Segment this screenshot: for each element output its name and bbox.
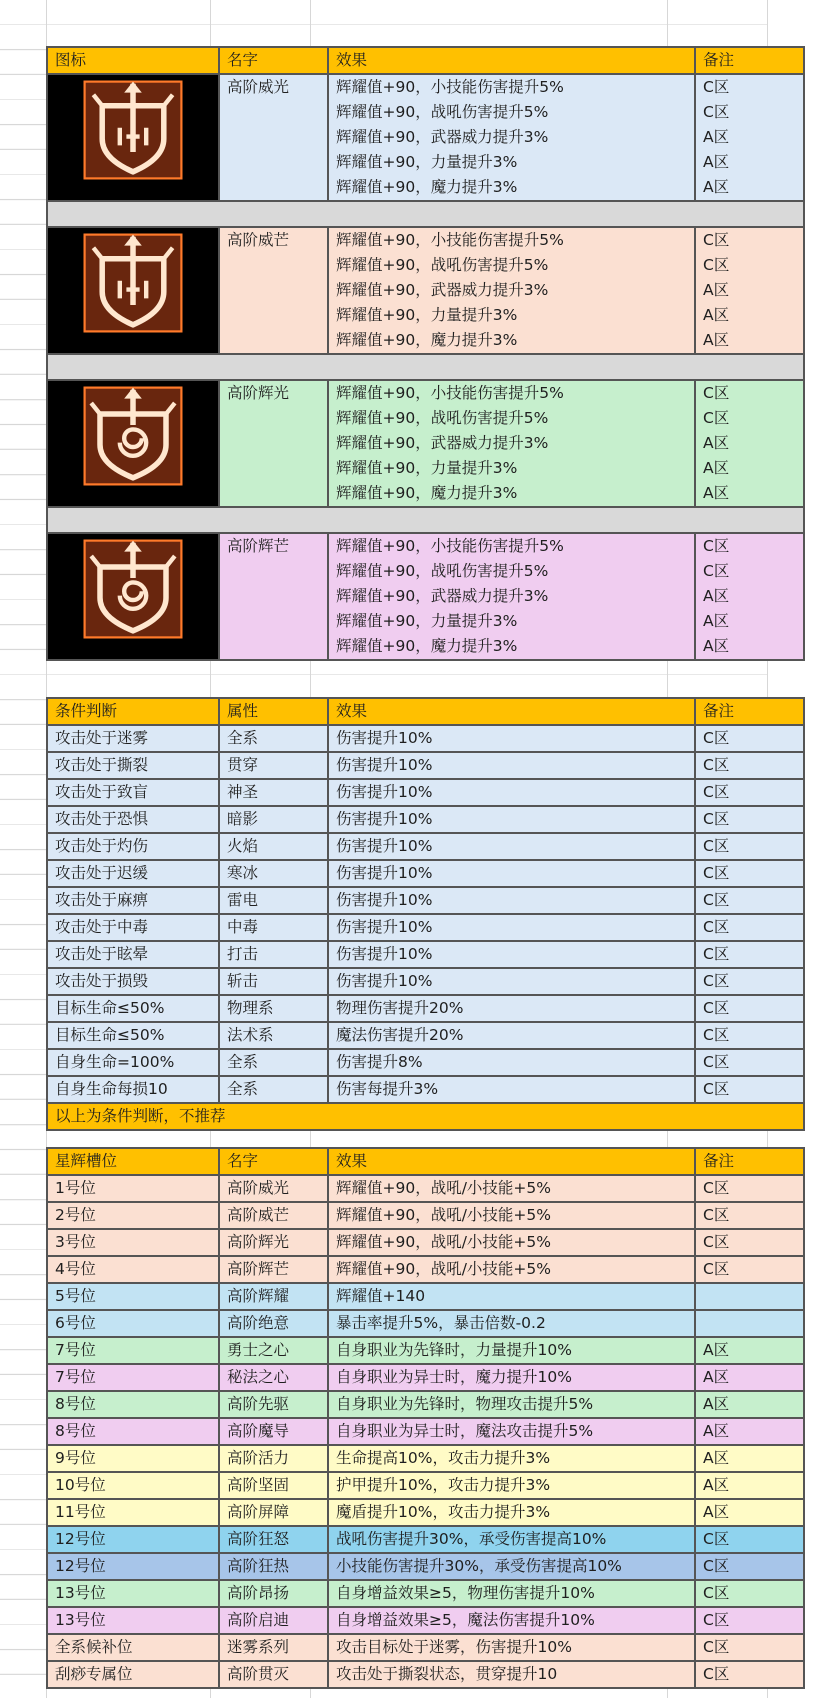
note-line: A区 [703,484,730,502]
condition-cell[interactable]: 目标生命≤50% [47,995,219,1022]
effect-line: 辉耀值+90，战吼伤害提升5% [336,562,549,580]
note-cell[interactable]: C区 [695,752,804,779]
condition-cell[interactable]: 攻击处于迷雾 [47,725,219,752]
note-cell[interactable]: C区 [695,1049,804,1076]
slot-table [46,1147,805,1689]
name-cell[interactable]: 高阶威光 [219,1175,328,1202]
name-cell[interactable]: 高阶辉耀 [219,1283,328,1310]
note-line: C区 [703,384,730,402]
note-cell[interactable]: C区 [695,1634,804,1661]
note-line: A区 [703,331,730,349]
attribute-cell[interactable]: 物理系 [219,995,328,1022]
effect-cell[interactable]: 魔法伤害提升20% [328,1022,695,1049]
attribute-cell[interactable]: 打击 [219,941,328,968]
name-cell[interactable]: 高阶狂热 [219,1553,328,1580]
attribute-cell[interactable]: 全系 [219,1076,328,1103]
condition-cell[interactable]: 攻击处于迟缓 [47,860,219,887]
separator-row [47,507,804,533]
name-cell[interactable]: 高阶辉芒 [219,1256,328,1283]
header-cell[interactable]: 图标 [47,47,219,74]
note-cell[interactable]: C区 [695,914,804,941]
effect-line: 辉耀值+90，魔力提升3% [336,178,518,196]
note-cell[interactable]: C区 [695,725,804,752]
attribute-cell[interactable]: 暗影 [219,806,328,833]
slot-cell[interactable]: 10号位 [47,1472,219,1499]
effect-cell[interactable]: 自身增益效果≥5，物理伤害提升10% [328,1580,695,1607]
effect-line: 辉耀值+90，小技能伤害提升5% [336,384,564,402]
effect-cell[interactable]: 魔盾提升10%，攻击力提升3% [328,1499,695,1526]
note-line: C区 [703,537,730,555]
table-row [47,860,804,887]
separator-cell[interactable] [47,507,804,533]
effect-cell[interactable]: 伤害提升10% [328,914,695,941]
slot-cell[interactable]: 9号位 [47,1445,219,1472]
slot-cell[interactable]: 3号位 [47,1229,219,1256]
note-cell[interactable]: C区 [695,1256,804,1283]
effect-cell[interactable]: 攻击目标处于迷雾，伤害提升10% [328,1634,695,1661]
note-cell[interactable]: A区 [695,1337,804,1364]
note-cell[interactable]: A区 [695,1499,804,1526]
table-row [47,1256,804,1283]
condition-cell[interactable]: 自身生命=100% [47,1049,219,1076]
effect-cell[interactable]: 自身增益效果≥5，魔法伤害提升10% [328,1607,695,1634]
note-cell[interactable]: C区 [695,860,804,887]
slot-cell[interactable]: 6号位 [47,1310,219,1337]
slot-cell[interactable]: 8号位 [47,1418,219,1445]
table-row [47,968,804,995]
effect-line: 辉耀值+90，战吼伤害提升5% [336,256,549,274]
note-cell[interactable]: C区 [695,779,804,806]
effect-list[interactable] [328,380,695,507]
table-row [47,1283,804,1310]
note-cell[interactable]: C区 [695,968,804,995]
table-row [47,1580,804,1607]
note-cell[interactable]: C区 [695,1022,804,1049]
note-list[interactable] [695,533,804,660]
note-cell[interactable]: A区 [695,1418,804,1445]
effect-list[interactable] [328,227,695,354]
effect-cell[interactable]: 攻击处于撕裂状态，贯穿提升10 [328,1661,695,1688]
note-cell[interactable]: C区 [695,941,804,968]
table-row [47,1310,804,1337]
condition-cell[interactable]: 攻击处于灼伤 [47,833,219,860]
effect-line: 辉耀值+90，武器威力提升3% [336,587,549,605]
attribute-cell[interactable]: 寒冰 [219,860,328,887]
table-row [47,914,804,941]
table-row [47,1175,804,1202]
separator-row [47,201,804,227]
name-cell[interactable]: 高阶昂扬 [219,1580,328,1607]
note-cell[interactable]: C区 [695,887,804,914]
table-row [47,1337,804,1364]
note-line: C区 [703,562,730,580]
glyph-name[interactable]: 高阶辉光 [219,380,328,507]
icon-cell[interactable] [47,74,219,201]
attribute-cell[interactable]: 火焰 [219,833,328,860]
table-row [47,1634,804,1661]
note-cell[interactable]: C区 [695,1202,804,1229]
note-cell[interactable]: A区 [695,1391,804,1418]
note-cell[interactable]: A区 [695,1445,804,1472]
note-cell[interactable]: C区 [695,833,804,860]
note-cell[interactable]: C区 [695,1229,804,1256]
radiant-shield-spiral-icon [78,381,188,491]
glyph-name[interactable]: 高阶威芒 [219,227,328,354]
slot-cell[interactable]: 4号位 [47,1256,219,1283]
effect-line: 辉耀值+90，魔力提升3% [336,484,518,502]
slot-cell[interactable]: 13号位 [47,1607,219,1634]
name-cell[interactable]: 高阶辉光 [219,1229,328,1256]
icon-cell[interactable] [47,227,219,354]
table-row [47,887,804,914]
header-cell[interactable]: 备注 [695,698,804,725]
effect-cell[interactable]: 伤害提升10% [328,752,695,779]
effect-cell[interactable]: 伤害提升10% [328,968,695,995]
table-row [47,1229,804,1256]
slot-cell[interactable]: 1号位 [47,1175,219,1202]
effect-line: 辉耀值+90，力量提升3% [336,153,518,171]
effect-line: 辉耀值+90，武器威力提升3% [336,434,549,452]
effect-cell[interactable]: 辉耀值+90，战吼/小技能+5% [328,1175,695,1202]
radiant-shield-sword-icon [78,75,188,185]
table-row [47,1499,804,1526]
name-cell[interactable]: 高阶启迪 [219,1607,328,1634]
attribute-cell[interactable]: 法术系 [219,1022,328,1049]
slot-cell[interactable]: 全系候补位 [47,1634,219,1661]
note-cell[interactable] [695,1283,804,1310]
slot-cell[interactable]: 12号位 [47,1526,219,1553]
note-cell[interactable]: A区 [695,1364,804,1391]
note-line: A区 [703,587,730,605]
table-row [47,1553,804,1580]
effect-cell[interactable]: 小技能伤害提升30%，承受伤害提高10% [328,1553,695,1580]
header-cell[interactable]: 条件判断 [47,698,219,725]
condition-cell[interactable]: 攻击处于致盲 [47,779,219,806]
note-cell[interactable]: C区 [695,1553,804,1580]
effect-cell[interactable]: 自身职业为异士时，魔力提升10% [328,1364,695,1391]
name-cell[interactable]: 高阶坚固 [219,1472,328,1499]
icon-cell[interactable] [47,533,219,660]
effect-line: 辉耀值+90，小技能伤害提升5% [336,231,564,249]
table-row [47,806,804,833]
condition-cell[interactable]: 攻击处于损毁 [47,968,219,995]
table-row [47,833,804,860]
note-line: A区 [703,459,730,477]
slot-cell[interactable]: 8号位 [47,1391,219,1418]
separator-row [47,354,804,380]
note-cell[interactable]: C区 [695,1580,804,1607]
table-row [47,1418,804,1445]
effect-cell[interactable]: 伤害提升10% [328,887,695,914]
name-cell[interactable]: 勇士之心 [219,1337,328,1364]
name-cell[interactable]: 迷雾系列 [219,1634,328,1661]
note-line: A区 [703,637,730,655]
effect-cell[interactable]: 辉耀值+90，战吼/小技能+5% [328,1256,695,1283]
note-cell[interactable]: C区 [695,1526,804,1553]
header-cell[interactable]: 备注 [695,1148,804,1175]
name-cell[interactable]: 高阶魔导 [219,1418,328,1445]
name-cell[interactable]: 高阶先驱 [219,1391,328,1418]
effect-list[interactable] [328,533,695,660]
glyph-name[interactable]: 高阶辉芒 [219,533,328,660]
header-row [47,47,804,74]
condition-cell[interactable]: 目标生命≤50% [47,1022,219,1049]
name-cell[interactable]: 秘法之心 [219,1364,328,1391]
note-line: A区 [703,434,730,452]
table-row [47,1661,804,1688]
note-line: A区 [703,153,730,171]
condition-cell[interactable]: 攻击处于中毒 [47,914,219,941]
note-cell[interactable]: C区 [695,1175,804,1202]
effect-line: 辉耀值+90，力量提升3% [336,306,518,324]
condition-cell[interactable]: 攻击处于撕裂 [47,752,219,779]
note-list[interactable] [695,74,804,201]
effect-cell[interactable]: 自身职业为异士时，魔法攻击提升5% [328,1418,695,1445]
header-row [47,698,804,725]
header-cell[interactable]: 名字 [219,47,328,74]
note-line: C区 [703,409,730,427]
note-list[interactable] [695,380,804,507]
note-cell[interactable]: C区 [695,1076,804,1103]
effect-cell[interactable]: 物理伤害提升20% [328,995,695,1022]
name-cell[interactable]: 高阶屏障 [219,1499,328,1526]
note-cell[interactable] [695,1310,804,1337]
table-row [47,1202,804,1229]
header-cell[interactable]: 效果 [328,1148,695,1175]
table-row [47,941,804,968]
effect-cell[interactable]: 伤害提升10% [328,860,695,887]
effect-line: 辉耀值+90，小技能伤害提升5% [336,537,564,555]
effect-cell[interactable]: 辉耀值+90，战吼/小技能+5% [328,1202,695,1229]
separator-cell[interactable] [47,201,804,227]
table-row [47,1526,804,1553]
effect-cell[interactable]: 暴击率提升5%，暴击倍数-0.2 [328,1310,695,1337]
effect-line: 辉耀值+90，武器威力提升3% [336,281,549,299]
effect-cell[interactable]: 辉耀值+140 [328,1283,695,1310]
glyph-name[interactable]: 高阶威光 [219,74,328,201]
table-row [47,1049,804,1076]
effect-line: 辉耀值+90，魔力提升3% [336,331,518,349]
note-list[interactable] [695,227,804,354]
effect-cell[interactable]: 辉耀值+90，战吼/小技能+5% [328,1229,695,1256]
effect-cell[interactable]: 伤害提升10% [328,941,695,968]
glyph-row [47,533,804,660]
table-row [47,1445,804,1472]
table-row [47,1472,804,1499]
table-row [47,725,804,752]
header-cell[interactable]: 星辉槽位 [47,1148,219,1175]
effect-line: 辉耀值+90，武器威力提升3% [336,128,549,146]
header-row [47,1148,804,1175]
name-cell[interactable]: 高阶贯灭 [219,1661,328,1688]
attribute-cell[interactable]: 贯穿 [219,752,328,779]
header-cell[interactable]: 属性 [219,698,328,725]
name-cell[interactable]: 高阶狂怒 [219,1526,328,1553]
radiant-shield-spiral-icon [78,534,188,644]
glyph-row [47,227,804,354]
effect-list[interactable] [328,74,695,201]
glyph-row [47,74,804,201]
effect-line: 辉耀值+90，战吼伤害提升5% [336,103,549,121]
attribute-cell[interactable]: 全系 [219,725,328,752]
effect-cell[interactable]: 战吼伤害提升30%，承受伤害提高10% [328,1526,695,1553]
note-line: A区 [703,178,730,196]
slot-cell[interactable]: 2号位 [47,1202,219,1229]
note-line: C区 [703,256,730,274]
condition-cell[interactable]: 攻击处于眩晕 [47,941,219,968]
slot-cell[interactable]: 12号位 [47,1553,219,1580]
attribute-cell[interactable]: 斩击 [219,968,328,995]
note-cell[interactable]: A区 [695,1472,804,1499]
effect-cell[interactable]: 伤害提升10% [328,779,695,806]
glyph-row [47,380,804,507]
effect-cell[interactable]: 伤害提升8% [328,1049,695,1076]
note-cell[interactable]: C区 [695,1607,804,1634]
effect-cell[interactable]: 伤害提升10% [328,806,695,833]
name-cell[interactable]: 高阶绝意 [219,1310,328,1337]
note-cell[interactable]: C区 [695,995,804,1022]
glyph-table [46,46,805,661]
note-line: C区 [703,78,730,96]
table-row [47,1607,804,1634]
condition-table [46,697,805,1131]
effect-line: 辉耀值+90，战吼伤害提升5% [336,409,549,427]
table-row [47,1022,804,1049]
table-row [47,1076,804,1103]
condition-cell[interactable]: 自身生命每损10 [47,1076,219,1103]
header-cell[interactable]: 备注 [695,47,804,74]
icon-cell[interactable] [47,380,219,507]
separator-cell[interactable] [47,354,804,380]
name-cell[interactable]: 高阶威芒 [219,1202,328,1229]
note-line: A区 [703,306,730,324]
effect-cell[interactable]: 护甲提升10%，攻击力提升3% [328,1472,695,1499]
slot-cell[interactable]: 7号位 [47,1337,219,1364]
note-line: A区 [703,281,730,299]
table-row [47,1391,804,1418]
note-cell[interactable]: C区 [695,1661,804,1688]
attribute-cell[interactable]: 神圣 [219,779,328,806]
note-line: C区 [703,231,730,249]
footer-row [47,1103,804,1130]
condition-cell[interactable]: 攻击处于恐惧 [47,806,219,833]
effect-cell[interactable]: 自身职业为先锋时，物理攻击提升5% [328,1391,695,1418]
effect-cell[interactable]: 伤害提升10% [328,833,695,860]
table-row [47,752,804,779]
effect-line: 辉耀值+90，力量提升3% [336,459,518,477]
effect-cell[interactable]: 伤害每提升3% [328,1076,695,1103]
effect-cell[interactable]: 伤害提升10% [328,725,695,752]
header-cell[interactable]: 效果 [328,698,695,725]
name-cell[interactable]: 高阶活力 [219,1445,328,1472]
effect-line: 辉耀值+90，力量提升3% [336,612,518,630]
note-cell[interactable]: C区 [695,806,804,833]
effect-cell[interactable]: 生命提高10%，攻击力提升3% [328,1445,695,1472]
effect-line: 辉耀值+90，小技能伤害提升5% [336,78,564,96]
table-row [47,995,804,1022]
attribute-cell[interactable]: 雷电 [219,887,328,914]
effect-line: 辉耀值+90，魔力提升3% [336,637,518,655]
condition-cell[interactable]: 攻击处于麻痹 [47,887,219,914]
radiant-shield-sword-icon [78,228,188,338]
slot-cell[interactable]: 5号位 [47,1283,219,1310]
header-cell[interactable]: 效果 [328,47,695,74]
table-row [47,779,804,806]
attribute-cell[interactable]: 中毒 [219,914,328,941]
note-line: A区 [703,128,730,146]
slot-cell[interactable]: 11号位 [47,1499,219,1526]
slot-cell[interactable]: 7号位 [47,1364,219,1391]
note-line: C区 [703,103,730,121]
slot-cell[interactable]: 13号位 [47,1580,219,1607]
effect-cell[interactable]: 自身职业为先锋时，力量提升10% [328,1337,695,1364]
note-line: A区 [703,612,730,630]
attribute-cell[interactable]: 全系 [219,1049,328,1076]
footer-note[interactable]: 以上为条件判断，不推荐 [47,1103,804,1130]
slot-cell[interactable]: 刮痧专属位 [47,1661,219,1688]
header-cell[interactable]: 名字 [219,1148,328,1175]
table-row [47,1364,804,1391]
